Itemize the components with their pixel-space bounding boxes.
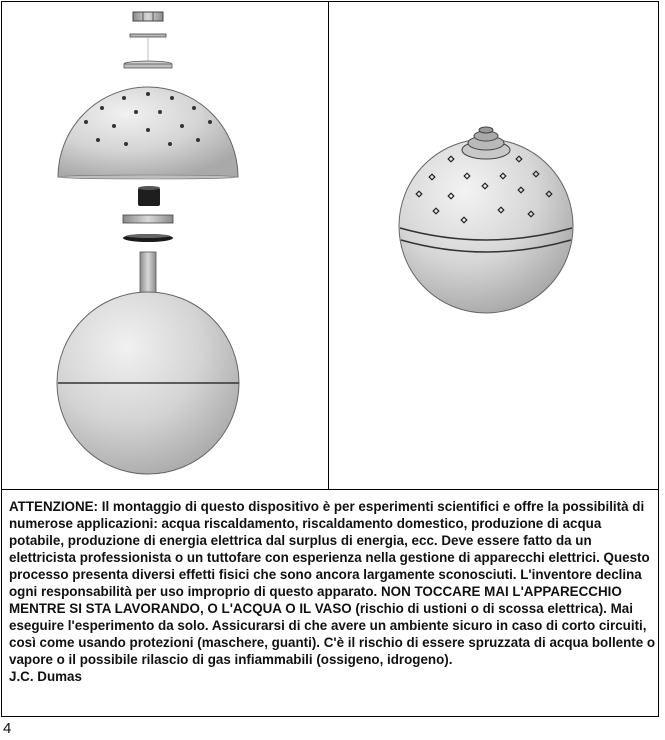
top-fitting-stack bbox=[462, 127, 510, 159]
black-gasket bbox=[123, 234, 173, 242]
warning-notice bbox=[9, 498, 657, 685]
black-bushing bbox=[138, 186, 160, 206]
warning-label: ATTENZIONE: bbox=[9, 499, 99, 514]
hex-nut bbox=[133, 12, 163, 21]
exploded-assembly-view bbox=[2, 2, 328, 489]
assembled-device-view bbox=[329, 2, 659, 489]
thin-washer bbox=[130, 34, 166, 62]
middle-washer bbox=[123, 215, 173, 223]
horizontal-divider bbox=[1, 489, 659, 490]
lower-sphere bbox=[57, 252, 239, 474]
upper-hemisphere bbox=[58, 87, 238, 179]
warning-body: Il montaggio di questo dispositivo è per esperimenti scientifici e offre la possibilità di numerose applicazioni: acqua riscaldamento, riscaldamento domestico, produzione di acqua potabile, produzione di energia elettrica dal surplus di energia, ecc. Deve essere fatto da un elettricista professionista o un tuttofare con esperienza nella gestione di apparecchi elettrici. Questo processo presenta diversi effetti fisici che sono ancora largamente sconosciuti. L'inventore declina ogni responsabilità per uso improprio di questo apparato. NON TOCCARE MAI L'APPARECCHIO MENTRE SI STA LAVORANDO, O L'ACQUA O IL VASO (rischio di ustioni o di scossa elettrica). Mai eseguire l'esperimento da solo. Assicurarsi di che avere un ambiente sicuro in caso di corto circuiti, così come usando protezioni (maschere, guanti). C'è il rischio di essere spruzzata di acqua bollente o vapore o il possibile rilascio di gas infiammabili (ossigeno, idrogeno). bbox=[9, 499, 656, 667]
author-signature: J.C. Dumas bbox=[9, 669, 82, 684]
insulating-disc bbox=[124, 61, 172, 68]
assembled-sphere bbox=[399, 139, 573, 313]
page-number: 4 bbox=[3, 720, 12, 737]
